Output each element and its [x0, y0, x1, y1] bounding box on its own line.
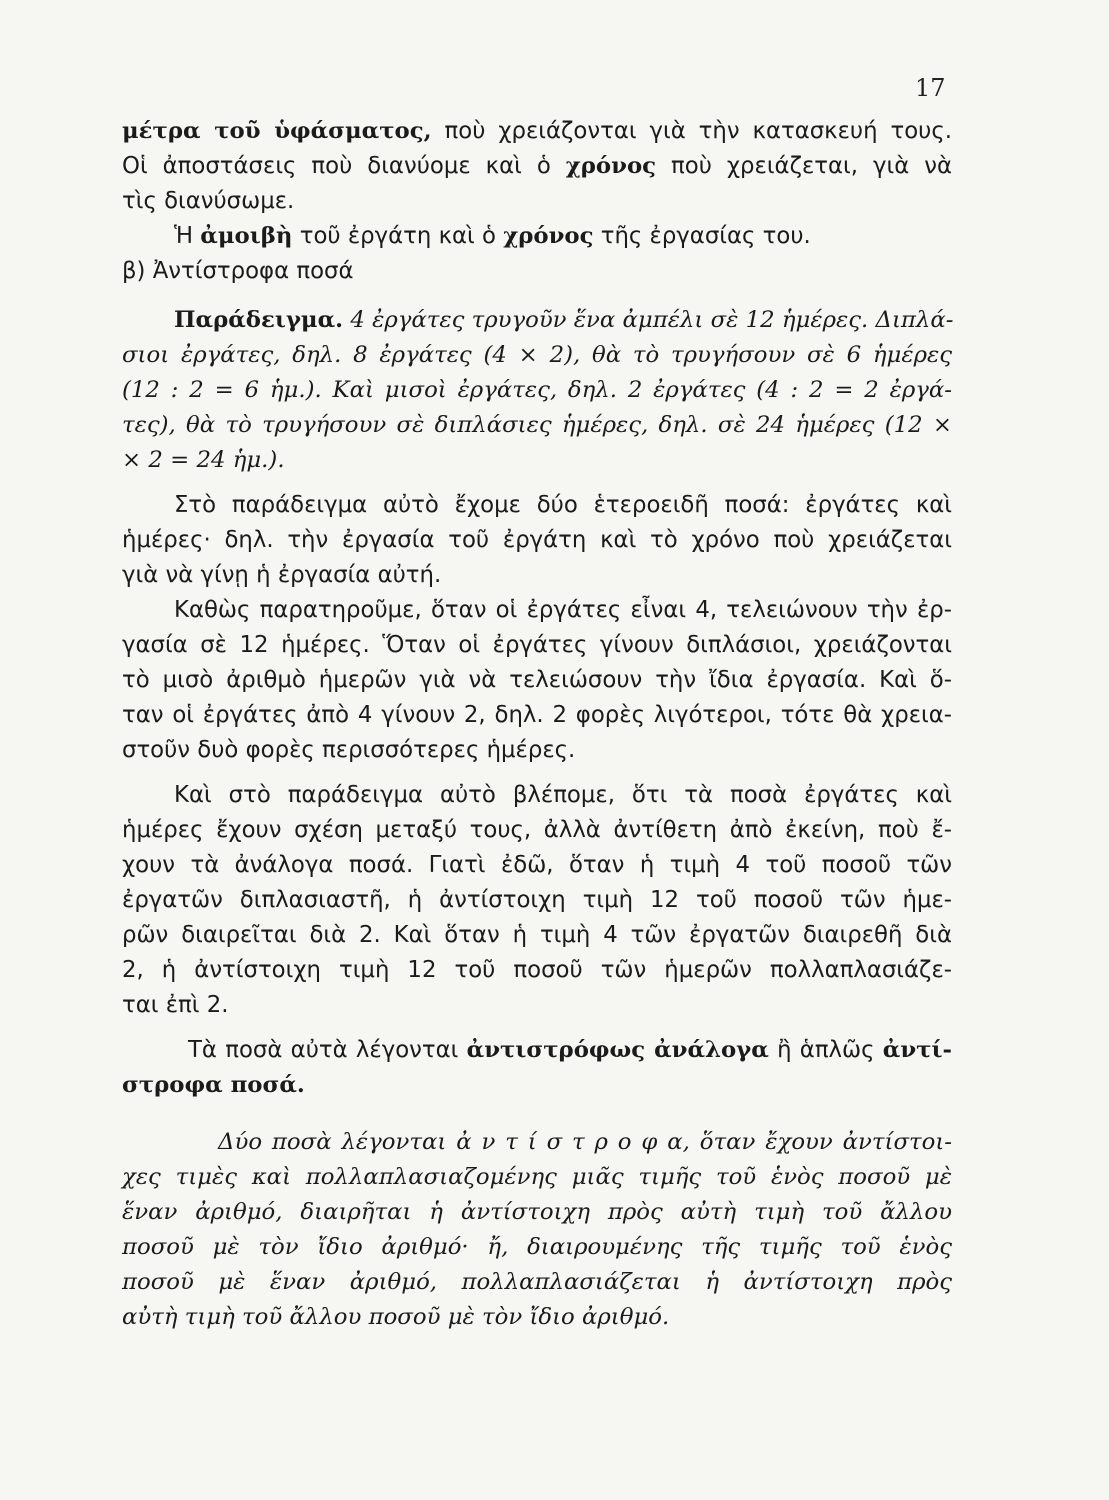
paragraph-line: τὸ μισὸ ἀριθμὸ ἡμερῶν γιὰ νὰ τελειώσουν τὴν ἴδια ἐργασία. Καὶ ὅ-: [122, 667, 952, 693]
bold-term: χρόνος: [565, 153, 657, 179]
paragraph-line: στοῦν δυὸ φορὲς περισσότερες ἡμέρες.: [122, 737, 576, 763]
example-line: (12 : 2 = 6 ἡμ.). Καὶ μισοὶ ἐργάτες, δηλ. 2 ἐργάτες (4 : 2 = 2 ἐργά-: [122, 377, 952, 403]
paragraph: [122, 778, 952, 1023]
example-line: σιοι ἐργάτες, δηλ. 8 ἐργάτες (4 × 2), θὰ τὸ τρυγήσουν σὲ 6 ἡμέρες: [122, 342, 952, 368]
bold-term: ἀντί-: [882, 1037, 952, 1063]
definition-line: ποσοῦ μὲ τὸν ἴδιο ἀριθμό· ἤ, διαιρουμένης τῆς τιμῆς τοῦ ἑνὸς: [122, 1234, 952, 1260]
example-label: Παράδειγμα.: [174, 307, 344, 333]
page-body: [122, 114, 952, 1335]
intro-line: Ἡ ἀμοιβὴ τοῦ ἐργάτη καὶ ὁ χρόνος τῆς ἐργασίας του.: [174, 223, 811, 249]
intro-line: τὶς διανύσωμε.: [122, 188, 295, 214]
paragraph-line: ταν οἱ ἐργάτες ἀπὸ 4 γίνουν 2, δηλ. 2 φορὲς λιγότεροι, τότε θὰ χρεια-: [122, 702, 952, 728]
paragraph-line: χουν τὰ ἀνάλογα ποσά. Γιατὶ ἐδῶ, ὅταν ἡ τιμὴ 4 τοῦ ποσοῦ τῶν: [122, 852, 952, 878]
section-heading: β) Ἀντίστροφα ποσά: [122, 258, 354, 284]
paragraph: [122, 1033, 952, 1103]
bold-term: χρόνος: [503, 223, 594, 249]
definition-block: [122, 1125, 952, 1335]
paragraph-line: Καὶ στὸ παράδειγμα αὐτὸ βλέπομε, ὅτι τὰ ποσὰ ἐργάτες καὶ: [174, 782, 952, 808]
example-line: × 2 = 24 ἡμ.).: [122, 447, 285, 473]
page-number: 17: [915, 74, 946, 102]
intro-line: μέτρα τοῦ ὑφάσματος, ποὺ χρειάζονται γιὰ τὴν κατασκευή τους.: [122, 118, 952, 144]
intro-list: [122, 114, 952, 254]
example-paragraph: [122, 303, 952, 478]
bold-term: μέτρα τοῦ ὑφάσματος,: [122, 118, 432, 144]
definition-line: ποσοῦ μὲ ἕναν ἀριθμό, πολλαπλασιάζεται ἡ ἀντίστοιχη πρὸς: [122, 1269, 952, 1295]
paragraph-line: 2, ἡ ἀντίστοιχη τιμὴ 12 τοῦ ποσοῦ τῶν ἡμερῶν πολλαπλασιάζε-: [122, 957, 952, 983]
bold-term: στροφα ποσά.: [122, 1072, 305, 1098]
paragraph-line: ἡμέρες ἔχουν σχέση μεταξύ τους, ἀλλὰ ἀντίθετη ἀπὸ ἐκείνη, ποὺ ἔ-: [122, 817, 952, 843]
paragraph: [122, 488, 952, 593]
paragraph-line: ἡμέρες· δηλ. τὴν ἐργασία τοῦ ἐργάτη καὶ τὸ χρόνο ποὺ χρειάζεται: [122, 527, 952, 553]
paragraph-line: Καθὼς παρατηροῦμε, ὅταν οἱ ἐργάτες εἶναι 4, τελειώνουν τὴν ἐρ-: [174, 597, 952, 623]
bold-term: ἀντιστρόφως ἀνάλογα: [466, 1037, 769, 1063]
paragraph-line: γιὰ νὰ γίνῃ ἡ ἐργασία αὐτή.: [122, 562, 442, 588]
definition-line: χες τιμὲς καὶ πολλαπλασιαζομένης μιᾶς τιμῆς τοῦ ἑνὸς ποσοῦ μὲ: [122, 1164, 952, 1190]
example-line: Παράδειγμα. 4 ἐργάτες τρυγοῦν ἕνα ἀμπέλι σὲ 12 ἡμέρες. Διπλά-: [174, 307, 954, 333]
paragraph-line: γασία σὲ 12 ἡμέρες. Ὅταν οἱ ἐργάτες γίνουν διπλάσιοι, χρειάζονται: [122, 632, 952, 658]
intro-line: Οἱ ἀποστάσεις ποὺ διανύομε καὶ ὁ χρόνος ποὺ χρειάζεται, γιὰ νὰ: [122, 153, 952, 179]
paragraph: [122, 593, 952, 768]
paragraph-line: Στὸ παράδειγμα αὐτὸ ἔχομε δύο ἑτεροειδῆ ποσά: ἐργάτες καὶ: [174, 492, 952, 518]
paragraph-line: Τὰ ποσὰ αὐτὰ λέγονται ἀντιστρόφως ἀνάλογα ἢ ἁπλῶς ἀντί-: [188, 1037, 952, 1063]
example-line: τες), θὰ τὸ τρυγήσουν σὲ διπλάσιες ἡμέρες, δηλ. σὲ 24 ἡμέρες (12 ×: [122, 412, 952, 438]
bold-term: ἀμοιβὴ: [200, 223, 293, 249]
paragraph-line: ρῶν διαιρεῖται διὰ 2. Καὶ ὅταν ἡ τιμὴ 4 τῶν ἐργατῶν διαιρεθῆ διὰ: [122, 922, 952, 948]
definition-line: ἕναν ἀριθμό, διαιρῆται ἡ ἀντίστοιχη πρὸς αὐτὴ τιμὴ τοῦ ἄλλου: [122, 1199, 952, 1225]
paragraph-line: ἐργατῶν διπλασιαστῆ, ἡ ἀντίστοιχη τιμὴ 12 τοῦ ποσοῦ τῶν ἡμε-: [122, 887, 952, 913]
definition-line: Δύο ποσὰ λέγονται ἀ ν τ ί σ τ ρ ο φ α, ὅταν ἔχουν ἀντίστοι-: [218, 1129, 952, 1155]
paragraph-line: [122, 1068, 952, 1103]
definition-line: αὐτὴ τιμὴ τοῦ ἄλλου ποσοῦ μὲ τὸν ἴδιο ἀριθμό.: [122, 1304, 670, 1330]
paragraph-line: ται ἐπὶ 2.: [122, 992, 229, 1018]
